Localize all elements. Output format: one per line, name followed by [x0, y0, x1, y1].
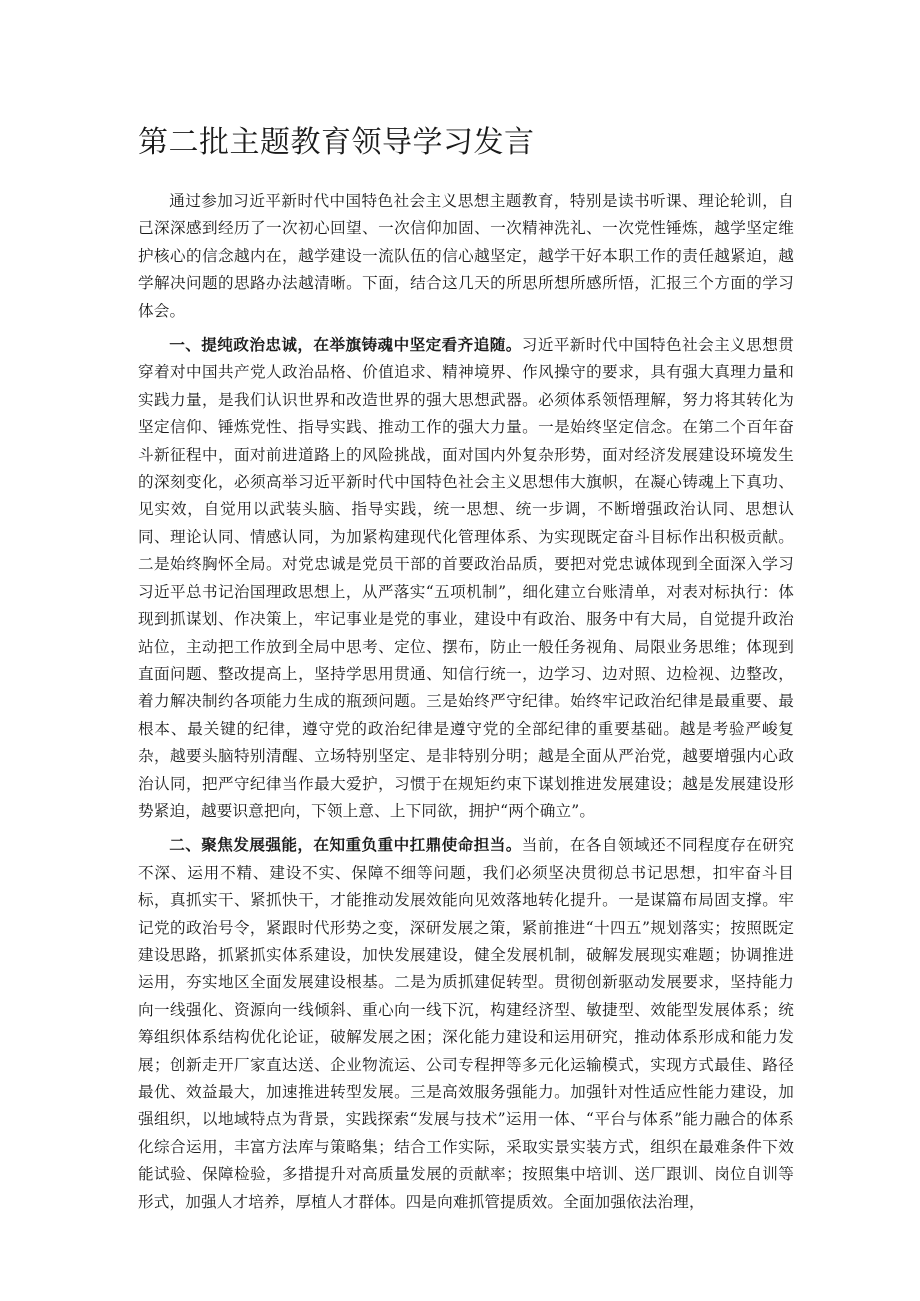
section-1-heading: 一、提纯政治忠诚，在举旗铸魂中坚定看齐追随。 — [169, 335, 522, 355]
section-1-body: 习近平新时代中国特色社会主义思想贯穿着对中国共产党人政治品格、价值追求、精神境界、作风操守的要求，具有强大真理力量和实践力量，是我们认识世界和改造世界的强大思想武器。必须体系领悟理解，努力将其转化为坚定信仰、锤炼党性、指导实践、推动工作的强大力量。一是始终坚定信念。在第二个百年奋斗新征程中，面对前进道路上的风险挑战，面对国内外复杂形势，面对经济发展建设环境发生的深刻变化，必须高举习近平新时代中国特色社会主义思想伟大旗帜，在凝心铸魂上下真功、见实效，自觉用以武装头脑、指导实践，统一思想、统一步调，不断增强政治认同、思想认同、理论认同、情感认同，为加紧构建现代化管理体系、为实现既定奋斗目标作出积极贡献。二是始终胸怀全局。对党忠诚是党员干部的首要政治品质，要把对党忠诚体现到全面深入学习习近平总书记治国理政思想上，从严落实“五项机制”，细化建立台账清单，对表对标执行：体现到抓谋划、作决策上，牢记事业是党的事业，建设中有政治、服务中有大局，自觉提升政治站位，主动把工作放到全局中思考、定位、摆布，防止一般任务视角、局限业务思维；体现到直面问题、整改提高上，坚持学思用贯通、知信行统一，边学习、边对照、边检视、边整改，着力解决制约各项能力生成的瓶颈问题。三是始终严守纪律。始终牢记政治纪律是最重要、最根本、最关键的纪律，遵守党的政治纪律是遵守党的全部纪律的重要基础。越是考验严峻复杂，越要头脑特别清醒、立场特别坚定、是非特别分明；越是全面从严治党，越要增强内心政治认同，把严守纪律当作最大爱护，习惯于在规矩约束下谋划推进发展建设；越是发展建设形势紧迫，越要识意把向，下领上意、上下同欲，拥护“两个确立”。 — [138, 336, 794, 820]
intro-paragraph: 通过参加习近平新时代中国特色社会主义思想主题教育，特别是读书听课、理论轮训，自己深深感到经历了一次初心回望、一次信仰加固、一次精神洗礼、一次党性锤炼，越学坚定维护核心的信念越内在，越学建设一流队伍的信心越坚定，越学干好本职工作的责任越紧迫，越学解决问题的思路办法越清晰。下面，结合这几天的所思所想所感所悟，汇报三个方面的学习体会。 — [138, 192, 794, 320]
document-title: 第二批主题教育领导学习发言 — [138, 125, 535, 160]
section-1-paragraph — [138, 331, 794, 825]
section-2-body: 当前，在各自领域还不同程度存在研究不深、运用不精、建设不实、保障不细等问题，我们必须坚决贯彻总书记思想，扣牢奋斗目标，真抓实干、紧抓快干，才能推动发展效能向见效落地转化提升。一是谋篇布局固支撑。牢记党的政治号令，紧跟时代形势之变，深研发展之策，紧前推进“十四五”规划落实；按照既定建设思路，抓紧抓实体系建设，加快发展建设，健全发展机制，破解发展现实难题；协调推进运用，夯实地区全面发展建设根基。二是为质抓建促转型。贯彻创新驱动发展要求，坚持能力向一线强化、资源向一线倾斜、重心向一线下沉，构建经济型、敏捷型、效能型发展体系；统筹组织体系结构优化论证，破解发展之困；深化能力建设和运用研究，推动体系形成和能力发展；创新走开厂家直达送、企业物流运、公司专程押等多元化运输模式，实现方式最佳、路径最优、效益最大，加速推进转型发展。三是高效服务强能力。加强针对性适应性能力建设，加强组织，以地域特点为背景，实践探索“发展与技术”运用一体、“平台与体系”能力融合的体系化综合运用，丰富方法库与策略集；结合工作实际，采取实景实装方式，组织在最难条件下效能试验、保障检验，多措提升对高质量发展的贡献率；按照集中培训、送厂跟训、岗位自训等形式，加强人才培养，厚植人才群体。四是向难抓管提质效。全面加强依法治理， — [138, 836, 794, 1211]
section-2-heading: 二、聚焦发展强能，在知重负重中扛鼎使命担当。 — [169, 835, 522, 855]
document-page — [138, 120, 794, 1222]
section-2-paragraph — [138, 831, 794, 1216]
